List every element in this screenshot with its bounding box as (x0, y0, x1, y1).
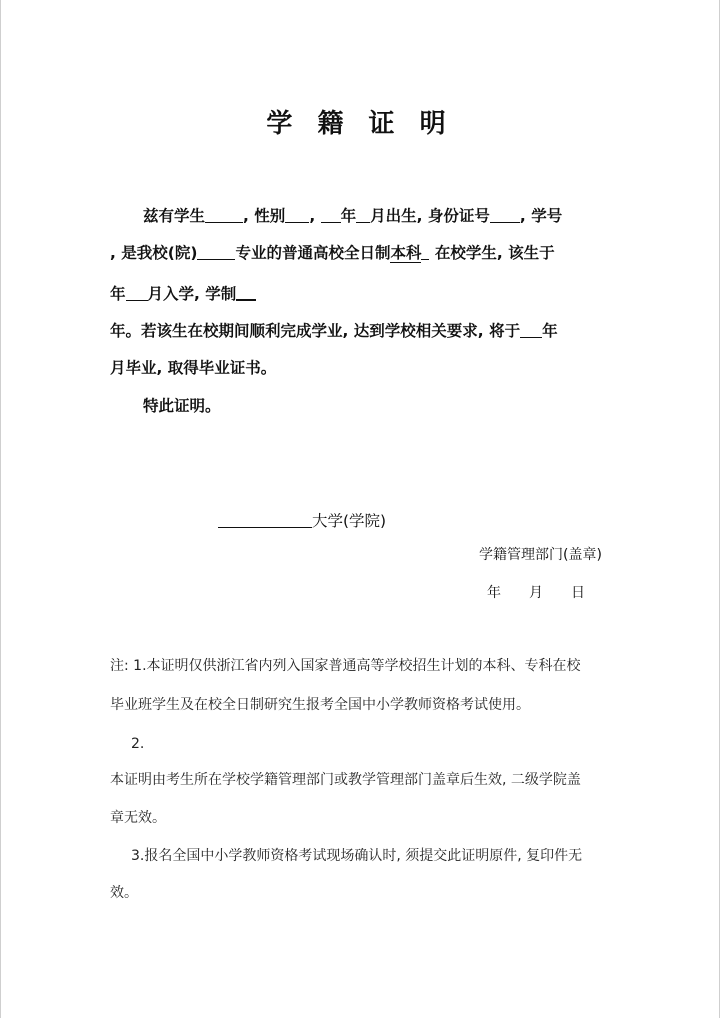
text-segment: , 学号 (519, 207, 563, 225)
underline-spacer (421, 243, 429, 260)
note-1-line-1: 注: 1.本证明仅供浙江省内列入国家普通高等学校招生计划的本科、专科在校 (110, 658, 581, 674)
text-segment: 在校学生, 该生于 (434, 244, 555, 262)
date-day-label: 日 (571, 585, 585, 601)
date-year-label: 年 (487, 585, 501, 601)
body-line-2 (110, 242, 555, 264)
body-line-4 (110, 320, 558, 342)
degree-level: 本科 (390, 244, 422, 262)
text-segment: , (309, 207, 316, 225)
department-seal-label: 学籍管理部门(盖章) (479, 547, 602, 563)
body-line-1 (143, 205, 562, 227)
note-1-line-2: 毕业班学生及在校全日制研究生报考全国中小学教师资格考试使用。 (110, 697, 530, 713)
text-segment: 年 (542, 322, 558, 340)
blank-gender[interactable] (285, 206, 309, 223)
text-segment: 年。若该生在校期间顺利完成学业, 达到学校相关要求, 将于 (110, 322, 521, 340)
blank-enroll-year[interactable] (126, 284, 148, 301)
body-line-3 (110, 283, 256, 305)
blank-student-name[interactable] (205, 206, 243, 223)
note-2-line-1: 本证明由考生所在学校学籍管理部门或教学管理部门盖章后生效, 二级学院盖 (110, 772, 581, 788)
blank-id-number[interactable] (490, 206, 520, 223)
university-label: 大学(学院) (312, 512, 387, 530)
blank-birth-month[interactable] (356, 206, 370, 223)
note-2-line-2: 章无效。 (110, 810, 166, 826)
text-segment: 专业的普通高校全日制 (235, 244, 391, 262)
text-segment: 年 (110, 285, 126, 303)
text-segment: , 是我校(院) (110, 244, 198, 262)
university-signature-line (218, 510, 386, 532)
body-line-6: 特此证明。 (143, 397, 221, 415)
text-segment: 兹有学生 (143, 207, 206, 225)
blank-duration[interactable] (236, 283, 256, 301)
blank-university-name[interactable] (218, 511, 312, 528)
text-segment: 年 (340, 207, 357, 225)
note-2-number: 2. (131, 736, 145, 752)
date-month-label: 月 (529, 585, 543, 601)
note-3-line-1: 3.报名全国中小学教师资格考试现场确认时, 须提交此证明原件, 复印件无 (131, 848, 583, 864)
note-3-line-2: 效。 (110, 885, 138, 901)
document-title: 学 籍 证 明 (266, 109, 454, 139)
signature-date (487, 583, 613, 603)
blank-birth-year[interactable] (321, 206, 341, 223)
blank-major[interactable] (197, 243, 235, 260)
blank-graduation-year[interactable] (520, 321, 542, 338)
text-segment: 月入学, 学制 (147, 285, 237, 303)
text-segment: 月出生, 身份证号 (370, 207, 490, 225)
page-border-left (0, 0, 1, 1018)
body-line-5: 月毕业, 取得毕业证书。 (110, 359, 277, 377)
text-segment: , 性别 (243, 207, 286, 225)
